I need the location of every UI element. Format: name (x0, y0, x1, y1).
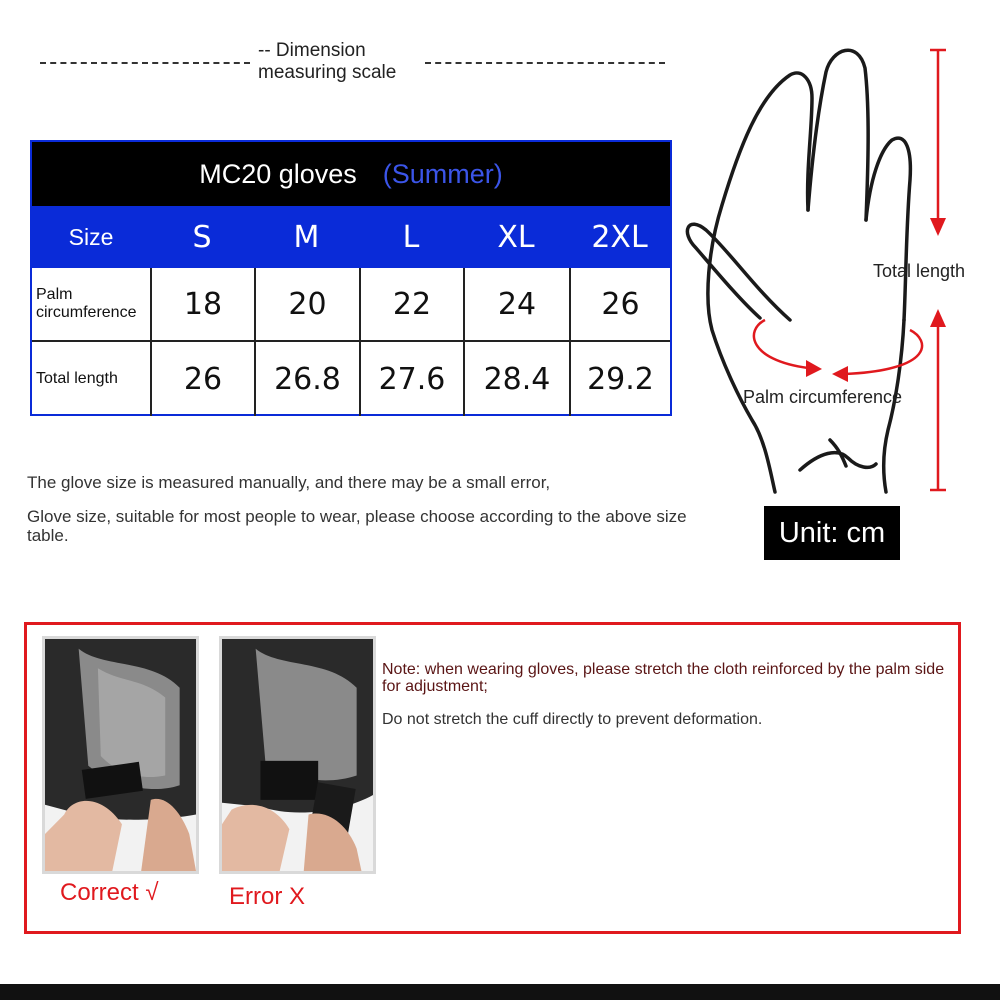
size-table (30, 140, 672, 416)
table-cell: 27.6 (359, 342, 463, 416)
size-header-m: M (293, 219, 320, 255)
table-cell: 29.2 (569, 342, 670, 416)
palm-arrow-right (845, 330, 922, 374)
table-cell: 22 (359, 268, 463, 340)
size-header-xl: XL (497, 219, 535, 255)
dimension-title: -- Dimension measuring scale (258, 40, 397, 83)
palm-circumference-label: Palm circumference (743, 387, 903, 407)
dimension-heading (40, 40, 660, 90)
adjustment-note: Note: when wearing gloves, please stretch the cloth reinforced by the palm side for adjustment; (382, 661, 945, 695)
table-cell: 20 (254, 268, 359, 340)
bottom-decorative-strip (0, 984, 1000, 1000)
dashed-divider-right (425, 62, 665, 64)
table-header-row (32, 206, 670, 268)
arrow-left-icon (832, 366, 848, 382)
dashed-divider-left (40, 62, 250, 64)
correct-wearing-photo (42, 636, 199, 874)
table-season: (Summer) (382, 158, 503, 189)
table-cell: 26 (569, 268, 670, 340)
error-caption: Error X (229, 883, 306, 910)
table-title-bar (32, 142, 670, 206)
measurement-note: The glove size is measured manually, and there may be a small error, (27, 473, 551, 492)
table-row-palm-circumference (32, 268, 670, 340)
table-title: MC20 gloves (199, 158, 357, 189)
table-cell: 26 (150, 342, 254, 416)
unit-badge: Unit: cm (764, 506, 900, 560)
correct-caption: Correct √ (60, 879, 159, 906)
table-row-total-length (32, 340, 670, 416)
total-length-label: Total length (873, 261, 966, 281)
arrow-down-icon (930, 218, 946, 236)
size-header-s: S (192, 219, 212, 255)
table-cell: 24 (463, 268, 569, 340)
cuff-warning-note: Do not stretch the cuff directly to prevent deformation. (382, 711, 763, 728)
table-cell: 26.8 (254, 342, 359, 416)
size-header-l: L (402, 219, 420, 255)
size-header-label: Size (68, 223, 114, 250)
table-cell: 28.4 (463, 342, 569, 416)
row-label-palm: Palm circumference (36, 286, 137, 321)
size-header-2xl: 2XL (591, 219, 648, 255)
row-label-length: Total length (36, 370, 118, 387)
table-cell: 18 (150, 268, 254, 340)
error-wearing-photo (219, 636, 376, 874)
arrow-right-icon (806, 360, 822, 377)
arrow-up-icon (930, 309, 946, 327)
palm-arrow-left (754, 320, 808, 368)
size-advice-note: Glove size, suitable for most people to wear, please choose according to the above size table. (27, 507, 687, 545)
